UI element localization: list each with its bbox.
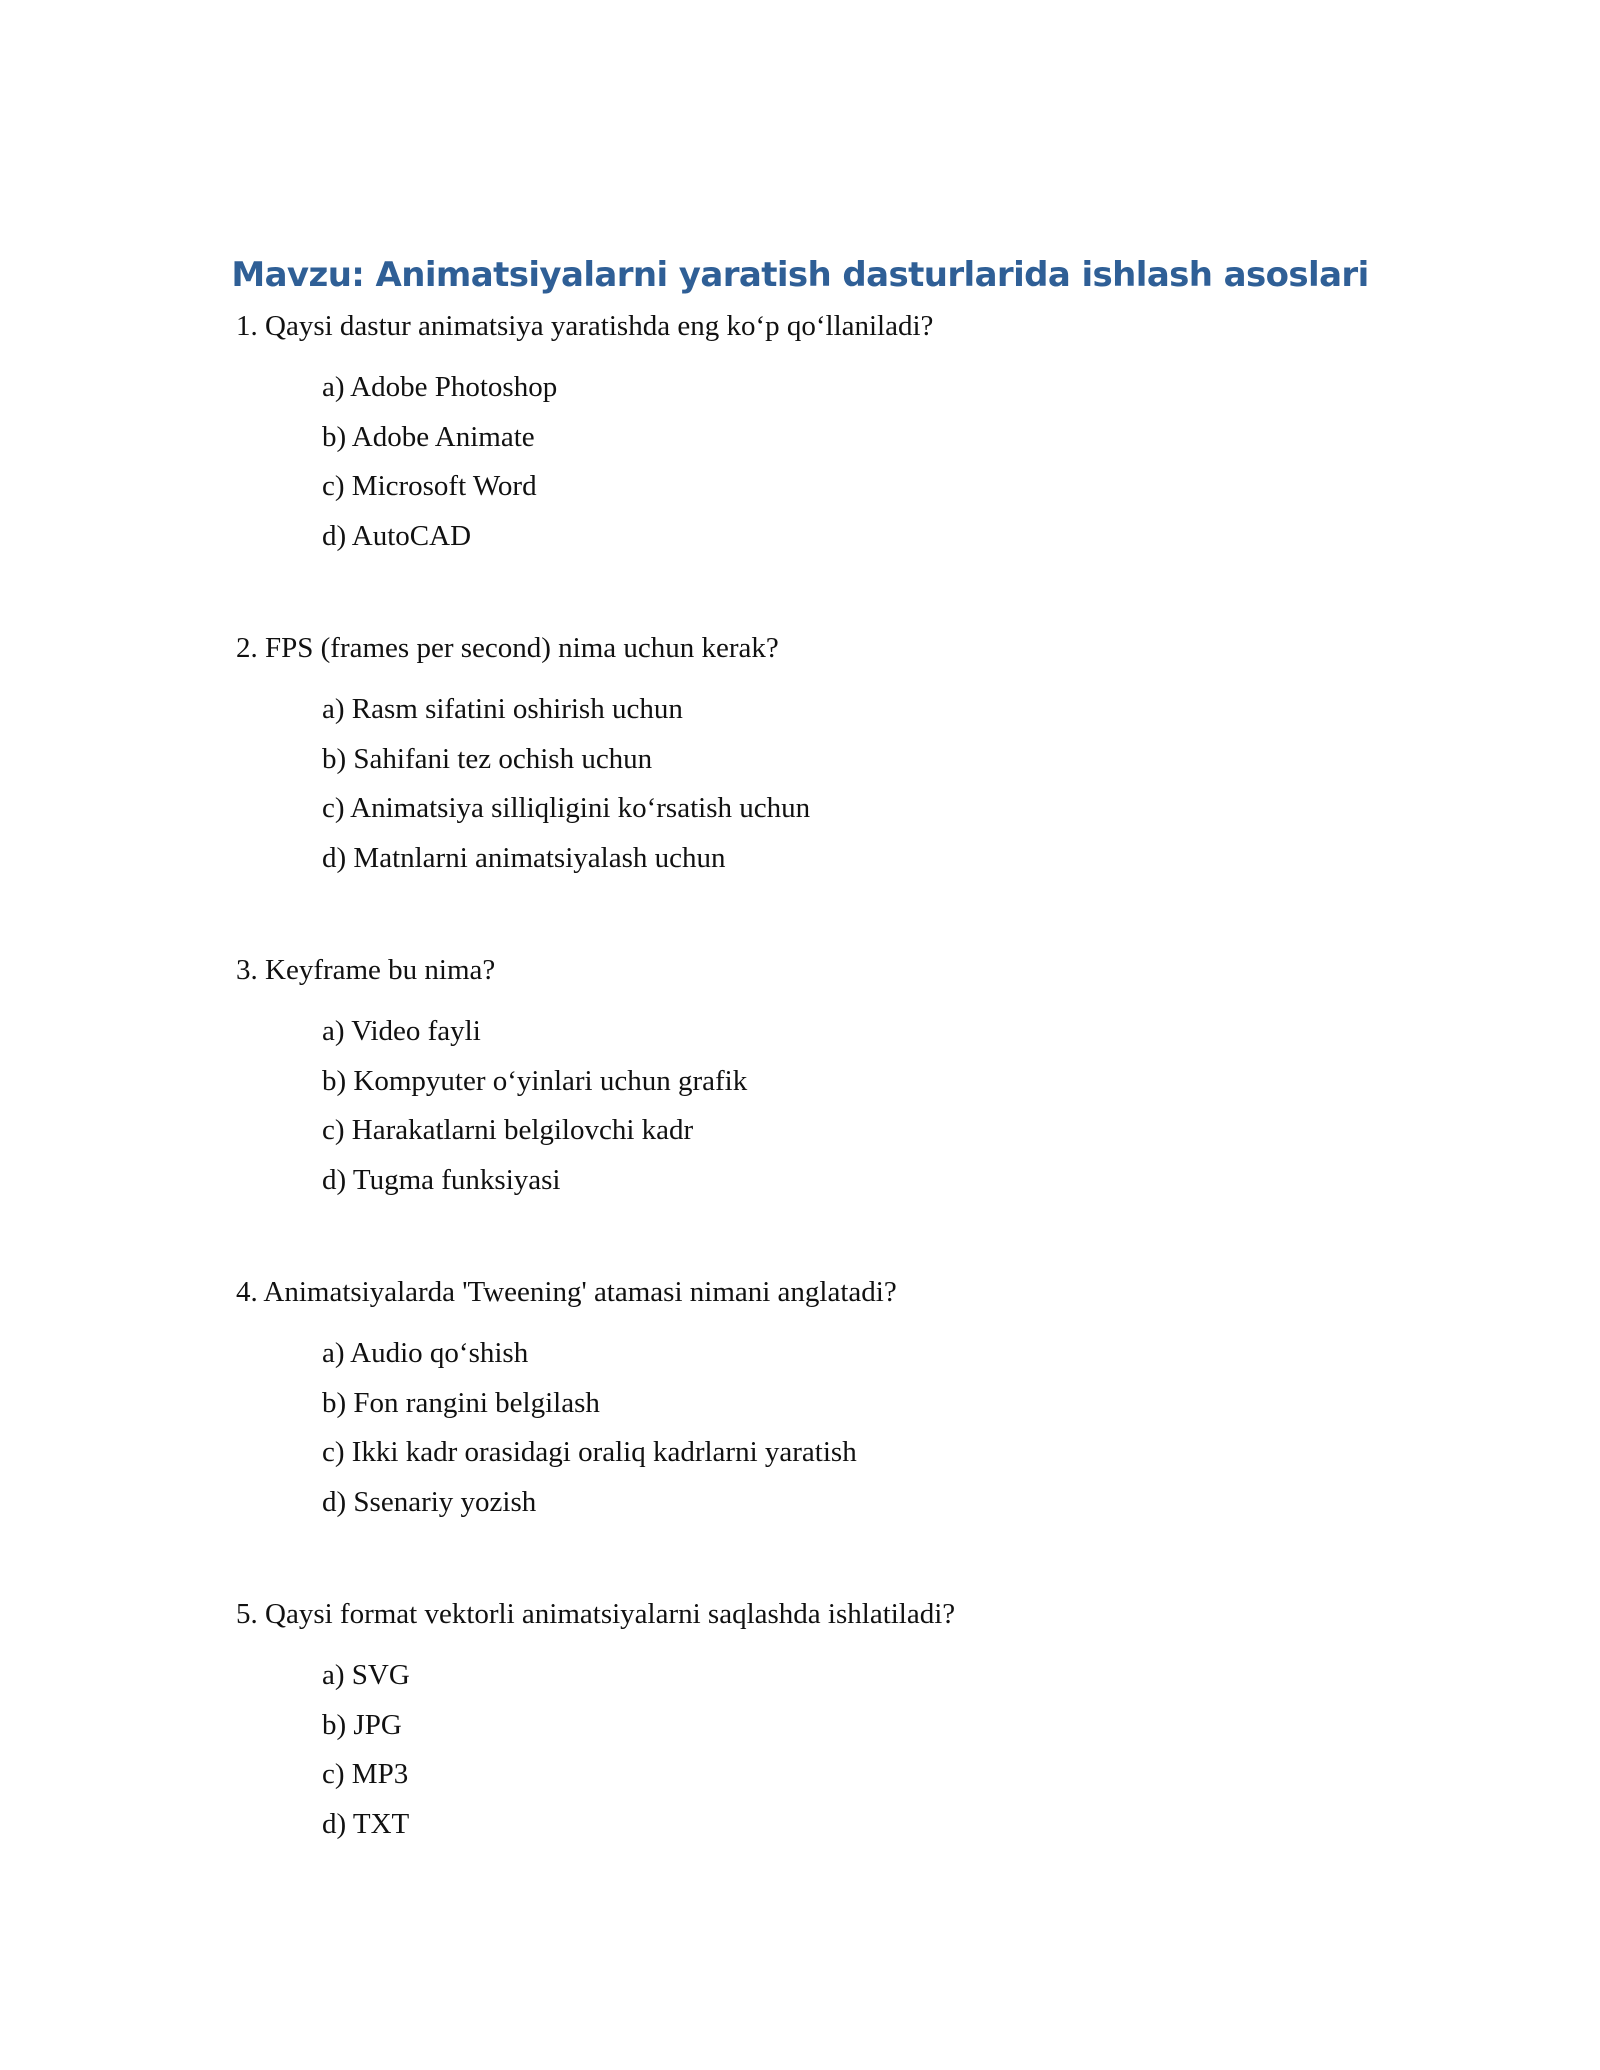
option-a: a) Rasm sifatini oshirish uchun [322,693,683,725]
option-b: b) Fon rangini belgilash [322,1386,600,1419]
option-list [236,1651,1386,1849]
question-text: 5. Qaysi format vektorli animatsiyalarni saqlashda ishlatiladi? [236,1598,956,1630]
option-c: c) Animatsiya silliqligini ko‘rsatish uchun [322,792,811,824]
option-d: d) AutoCAD [322,519,472,552]
option-d: d) Tugma funksiyasi [322,1163,561,1196]
option-c: c) Ikki kadr orasidagi oraliq kadrlarni yaratish [322,1436,857,1468]
question-text: 3. Keyframe bu nima? [236,954,496,986]
option-a: a) Video fayli [322,1015,481,1047]
option-list [236,363,1386,561]
question-text: 2. FPS (frames per second) nima uchun kerak? [236,632,779,664]
option-b: b) Kompyuter o‘yinlari uchun grafik [322,1064,748,1097]
option-a: a) SVG [322,1659,410,1691]
question-4 [236,1272,1386,1594]
option-d: d) Ssenariy yozish [322,1485,537,1518]
question-text: 1. Qaysi dastur animatsiya yaratishda eng ko‘p qo‘llaniladi? [236,310,934,342]
question-5 [236,1594,1386,1916]
question-3 [236,950,1386,1272]
question-text: 4. Animatsiyalarda 'Tweening' atamasi nimani anglatadi? [236,1276,897,1308]
option-list [236,1329,1386,1527]
page-title: Mavzu: Animatsiyalarni yaratish dasturlarida ishlash asoslari [231,255,1369,295]
option-d: d) Matnlarni animatsiyalash uchun [322,841,726,874]
option-b: b) JPG [322,1708,402,1741]
option-b: b) Sahifani tez ochish uchun [322,742,653,775]
option-b: b) Adobe Animate [322,420,535,453]
option-list [236,685,1386,883]
option-c: c) Microsoft Word [322,470,537,502]
option-d: d) TXT [322,1807,410,1840]
option-list [236,1007,1386,1205]
quiz-content [236,306,1386,1916]
option-a: a) Audio qo‘shish [322,1337,529,1369]
question-1 [236,306,1386,628]
option-c: c) MP3 [322,1758,409,1790]
question-2 [236,628,1386,950]
option-c: c) Harakatlarni belgilovchi kadr [322,1114,694,1146]
option-a: a) Adobe Photoshop [322,371,558,403]
